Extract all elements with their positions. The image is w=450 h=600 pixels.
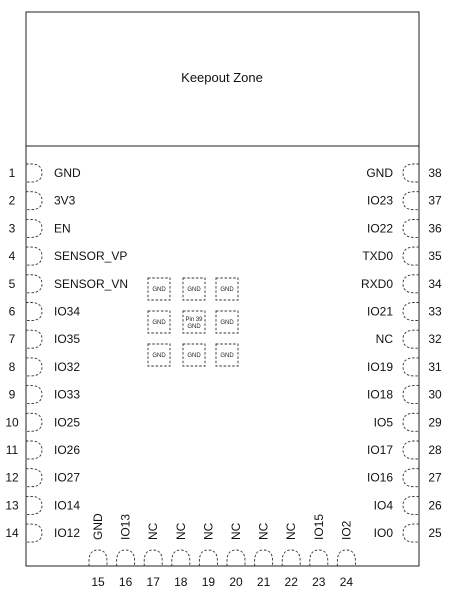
bottom-pin [89, 513, 107, 589]
bottom-pin [199, 522, 217, 589]
pin-label: IO16 [366, 470, 393, 485]
pin-label: NC [173, 522, 188, 540]
left-pin [9, 164, 81, 182]
pin-number: 32 [428, 332, 442, 347]
pin-number: 2 [8, 193, 16, 208]
pin-pad [26, 413, 42, 431]
pin-label: IO18 [366, 387, 393, 402]
pin-number: 37 [428, 193, 442, 208]
pin-number: 14 [5, 526, 19, 541]
bottom-pin [227, 522, 245, 589]
left-pin [9, 219, 71, 237]
pin-pad [403, 413, 419, 431]
pin-number: 6 [8, 304, 16, 319]
pin-label: SENSOR_VN [54, 276, 129, 291]
left-pin [9, 386, 81, 404]
pin-label: IO5 [373, 415, 393, 430]
pin-label: NC [201, 522, 216, 540]
pin-pad [144, 550, 162, 566]
left-pin [5, 496, 80, 514]
pad-label: GND [220, 353, 234, 359]
right-pin [374, 496, 442, 514]
pin-label: TXD0 [362, 249, 393, 264]
center-pad [183, 278, 205, 300]
pin-number: 23 [312, 575, 326, 589]
pin-label: IO32 [54, 359, 81, 374]
right-pin [361, 275, 442, 293]
pad-label: GND [220, 320, 234, 326]
pin-pad [26, 192, 42, 210]
pad-label: GND [187, 353, 201, 359]
pin-pad [337, 550, 355, 566]
pin-number: 11 [5, 443, 19, 457]
right-pin [376, 330, 442, 348]
pin-label: IO12 [54, 526, 81, 541]
pin-label: IO33 [54, 387, 81, 402]
pin-label: IO26 [54, 443, 81, 457]
pin-pad [26, 219, 42, 237]
pin-pad [26, 386, 42, 404]
pin-number: 3 [8, 221, 16, 236]
right-pin [367, 303, 442, 321]
center-pad [148, 311, 170, 333]
pin-pad [282, 550, 300, 566]
pin-number: 1 [8, 166, 16, 180]
pin-label: EN [54, 221, 71, 236]
pin-number: 33 [428, 304, 442, 319]
pin-pad [403, 358, 419, 376]
left-pin [9, 192, 76, 210]
pin-number: 16 [118, 575, 133, 589]
pin-label: 3V3 [54, 193, 76, 208]
pin-pad [26, 275, 42, 293]
pin-label: IO0 [373, 526, 393, 541]
pin-number: 18 [174, 575, 188, 589]
pin-pad [403, 469, 419, 487]
left-pin [5, 524, 80, 542]
pin-label: NC [256, 522, 271, 540]
pin-label: RXD0 [360, 276, 393, 291]
pin-label: IO21 [366, 304, 393, 319]
pin-label: NC [146, 522, 161, 540]
pin-number: 15 [91, 575, 105, 589]
pin-number: 30 [428, 387, 442, 402]
pin-pad [403, 524, 419, 542]
pin-label: IO34 [54, 304, 81, 319]
pin-number: 25 [428, 526, 442, 541]
pin-label: IO17 [366, 443, 393, 457]
pin-label: GND [54, 166, 81, 180]
pin-number: 22 [284, 575, 298, 589]
left-pin [9, 303, 81, 321]
pin-pad [26, 247, 42, 265]
pin-number: 13 [5, 498, 19, 513]
center-pad [148, 278, 170, 300]
pin-number: 24 [339, 575, 354, 589]
pin-label: IO25 [54, 415, 81, 430]
keepout-zone-label: Keepout Zone [181, 70, 263, 85]
pin-pad [403, 192, 419, 210]
pin-number: 12 [5, 470, 19, 485]
pin-number: 35 [428, 249, 442, 264]
bottom-pin [144, 522, 162, 589]
right-pin [362, 247, 442, 265]
right-pin [367, 192, 442, 210]
pin-number: 19 [201, 575, 216, 589]
bottom-pin [282, 522, 300, 589]
pin-number: 21 [256, 575, 271, 589]
pin-number: 9 [8, 387, 16, 402]
pad-label: Pin 39 GND [185, 317, 203, 330]
left-pin [9, 330, 81, 348]
pin-label: IO19 [366, 359, 393, 374]
center-pads-layer [148, 278, 238, 366]
pin-number: 7 [8, 332, 16, 347]
pin-pad [255, 550, 273, 566]
pin-pad [89, 550, 107, 566]
pin-pad [26, 441, 42, 459]
pin-number: 27 [428, 470, 442, 485]
left-pin [5, 469, 80, 487]
pad-label: GND [152, 353, 166, 359]
pin-number: 31 [428, 359, 442, 374]
pin-pad [26, 524, 42, 542]
left-pin [9, 275, 128, 293]
pad-label: GND [187, 287, 201, 293]
right-pin [367, 358, 442, 376]
pin-pad [26, 330, 42, 348]
center-pad [216, 278, 238, 300]
pin-number: 10 [5, 415, 19, 430]
pin-number: 36 [428, 221, 442, 236]
pin-label: IO15 [311, 513, 326, 540]
pin-label: NC [375, 332, 393, 347]
pin-label: IO14 [54, 498, 81, 513]
left-pin [5, 413, 80, 431]
pin-pad [403, 496, 419, 514]
bottom-pin [117, 514, 135, 589]
pin-label: SENSOR_VP [54, 249, 128, 264]
center-pad [216, 344, 238, 366]
right-pin [367, 441, 442, 459]
pin-number: 17 [146, 575, 160, 589]
pad-label: GND [220, 287, 234, 293]
pin-label: IO13 [118, 513, 133, 540]
pin-label: NC [284, 522, 299, 540]
right-pin [374, 413, 442, 431]
pin-number: 28 [428, 443, 442, 457]
pin-pad [172, 550, 190, 566]
pin-label: IO23 [366, 193, 393, 208]
pin-pad [26, 358, 42, 376]
pin-pad [26, 469, 42, 487]
pin-number: 29 [428, 415, 442, 430]
pin-pad [403, 441, 419, 459]
pin-pad [403, 330, 419, 348]
pin-pad [117, 550, 135, 566]
pin-pad [403, 164, 419, 182]
pin-label: IO4 [373, 498, 393, 513]
right-pin [367, 469, 442, 487]
center-pad [216, 311, 238, 333]
center-pad [183, 311, 205, 333]
pin-number: 38 [428, 166, 442, 180]
pin-pad [199, 550, 217, 566]
pin-pad [403, 219, 419, 237]
pin-pad [26, 496, 42, 514]
right-pin [374, 524, 442, 542]
pad-label: GND [152, 287, 166, 293]
pin-label: IO35 [54, 332, 81, 347]
pin-pad [403, 247, 419, 265]
pin-number: 4 [8, 249, 16, 264]
pin-label: GND [91, 513, 105, 540]
pin-pad [403, 303, 419, 321]
pin-pad [26, 164, 42, 182]
pins-layer [5, 164, 442, 589]
pin-label: GND [366, 166, 393, 180]
pin-number: 5 [8, 276, 16, 291]
center-pad [148, 344, 170, 366]
pin-pad [310, 550, 328, 566]
center-pad [183, 344, 205, 366]
right-pin [367, 219, 442, 237]
pin-number: 26 [428, 498, 442, 513]
right-pin [366, 164, 442, 182]
pin-label: IO2 [339, 520, 354, 540]
pin-number: 8 [8, 359, 16, 374]
right-pin [367, 386, 442, 404]
pin-number: 34 [428, 276, 442, 291]
pin-number: 20 [229, 575, 243, 589]
pin-pad [403, 386, 419, 404]
pin-label: NC [229, 522, 243, 540]
pad-label: GND [152, 320, 166, 326]
left-pin [6, 441, 81, 459]
pin-pad [403, 275, 419, 293]
pin-label: IO27 [54, 470, 81, 485]
pin-pad [227, 550, 245, 566]
pin-label: IO22 [366, 221, 393, 236]
bottom-pin [337, 520, 355, 589]
left-pin [9, 358, 81, 376]
bottom-pin [255, 522, 273, 589]
bottom-pin [172, 522, 190, 589]
pin-pad [26, 303, 42, 321]
bottom-pin [310, 514, 328, 589]
